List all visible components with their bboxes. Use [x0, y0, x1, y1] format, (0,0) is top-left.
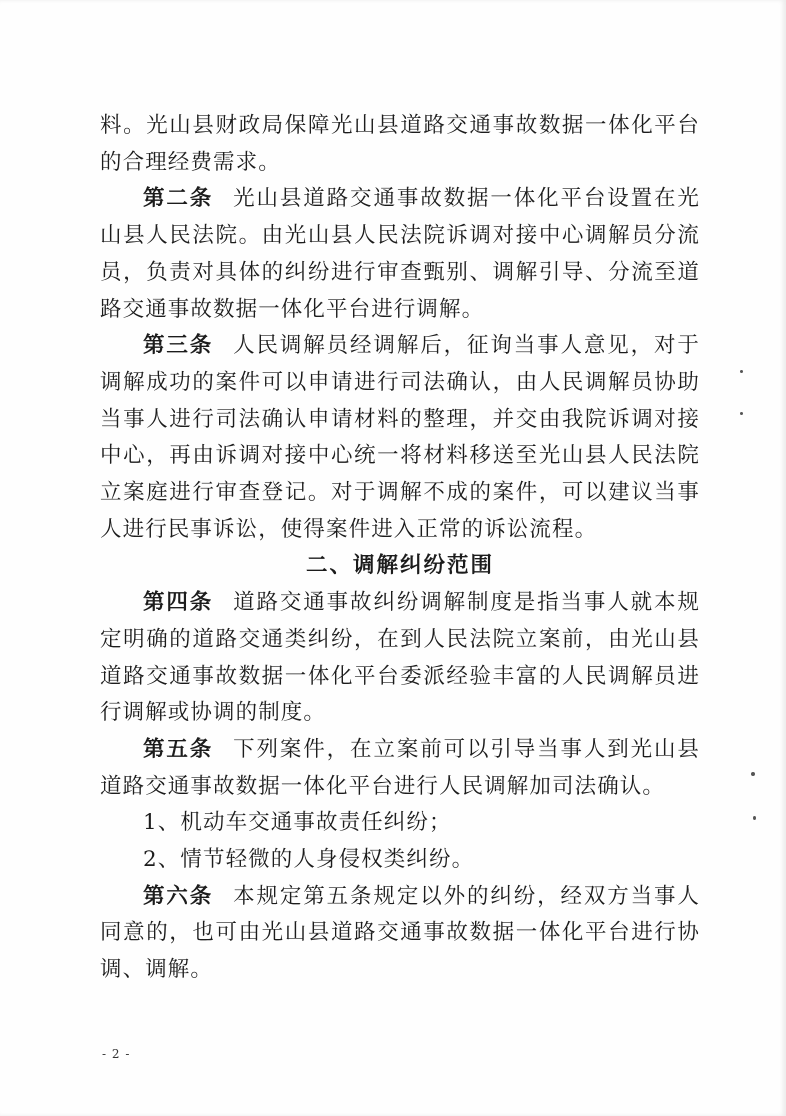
paragraph-text: 下列案件，在立案前可以引导当事人到光山县道路交通事故数据一体化平台进行人民调解加司法确认。	[100, 736, 700, 799]
article-4	[100, 585, 700, 732]
paragraph-text: 本规定第五条规定以外的纠纷，经双方当事人同意的，也可由光山县道路交通事故数据一体化平台进行协调、调解。	[100, 883, 700, 983]
scan-speck	[751, 772, 755, 776]
document-body	[100, 108, 700, 989]
paragraph-text: 光山县道路交通事故数据一体化平台设置在光山县人民法院。由光山县人民法院诉调对接中心调解员分流员，负责对具体的纠纷进行审查甄别、调解引导、分流至道路交通事故数据一体化平台进行调解。	[100, 186, 700, 322]
article-5	[100, 732, 700, 805]
article-heading: 第二条	[143, 186, 214, 212]
paragraph-text: 料。光山县财政局保障光山县道路交通事故数据一体化平台的合理经费需求。	[100, 113, 700, 175]
scan-speck	[753, 816, 756, 820]
article-heading: 第六条	[143, 883, 214, 909]
list-item	[100, 842, 700, 879]
article-6	[100, 879, 700, 989]
article-3	[100, 328, 700, 548]
page-number: - 2 -	[102, 1047, 131, 1061]
article-heading: 第五条	[143, 736, 214, 762]
scan-speck	[740, 370, 743, 373]
paragraph-text: 人民调解员经调解后，征询当事人意见，对于调解成功的案件可以申请进行司法确认，由人民调解员协助当事人进行司法确认申请材料的整理，并交由我院诉调对接中心，再由诉调对接中心统一将材料移送至光山县人民法院立案庭进行审查登记。对于调解不成的案件，可以建议当事人进行民事诉讼，使得案件进入正常的诉讼流程。	[100, 333, 700, 542]
scan-speck	[740, 412, 743, 415]
section-heading: 二、调解纠纷范围	[305, 553, 494, 579]
paragraph-text: 道路交通事故纠纷调解制度是指当事人就本规定明确的道路交通类纠纷，在到人民法院立案前，由光山县道路交通事故数据一体化平台委派经验丰富的人民调解员进行调解或协调的制度。	[100, 590, 700, 726]
paragraph-continuation	[100, 108, 700, 181]
list-item-text: 1、机动车交通事故责任纠纷；	[143, 810, 452, 836]
list-item-text: 2、情节轻微的人身侵权类纠纷。	[143, 847, 475, 873]
article-2	[100, 181, 700, 328]
article-heading: 第三条	[143, 333, 214, 359]
list-item	[100, 805, 700, 842]
article-heading: 第四条	[143, 590, 214, 616]
